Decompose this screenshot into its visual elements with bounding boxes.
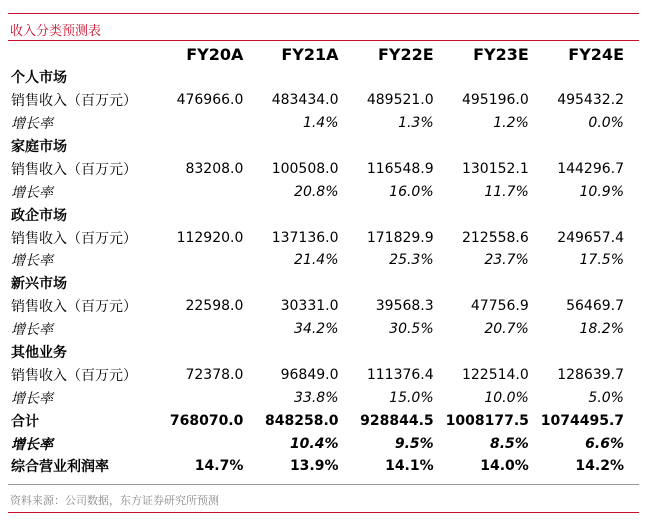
table-row bbox=[8, 180, 636, 203]
table-row bbox=[8, 386, 636, 409]
value-cell: 495432.2 bbox=[557, 92, 624, 109]
value-cell: 171829.9 bbox=[366, 229, 434, 246]
row-label: 综合营业利润率 bbox=[11, 459, 109, 476]
table-row bbox=[8, 432, 636, 455]
value-cell: 1074495.7 bbox=[540, 412, 625, 429]
value-cell: 72378.0 bbox=[185, 366, 244, 383]
value-cell bbox=[541, 135, 636, 158]
value-cell: 14.7% bbox=[194, 458, 244, 475]
table-row bbox=[8, 318, 636, 341]
value-cell bbox=[446, 272, 541, 295]
table-row bbox=[8, 89, 636, 112]
value-cell: 6.6% bbox=[585, 435, 624, 452]
row-label: 销售收入（百万元） bbox=[11, 367, 137, 384]
header-label-cell bbox=[8, 43, 160, 66]
top-rule bbox=[8, 13, 639, 14]
value-cell bbox=[255, 203, 350, 226]
column-header: FY23E bbox=[473, 44, 529, 64]
value-cell: 128639.7 bbox=[557, 366, 624, 383]
value-cell: 14.2% bbox=[575, 458, 624, 475]
value-cell bbox=[255, 341, 350, 364]
table-row bbox=[8, 455, 636, 478]
row-label: 家庭市场 bbox=[11, 139, 67, 155]
table-row bbox=[8, 409, 636, 432]
header-row bbox=[8, 43, 636, 66]
value-cell bbox=[160, 180, 255, 203]
value-cell bbox=[351, 203, 446, 226]
value-cell bbox=[351, 66, 446, 89]
table-row bbox=[8, 226, 636, 249]
row-label: 增长率 bbox=[11, 253, 53, 270]
row-label: 增长率 bbox=[11, 184, 53, 201]
value-cell bbox=[351, 135, 446, 158]
value-cell: 11.7% bbox=[484, 183, 529, 200]
row-label: 增长率 bbox=[11, 116, 53, 133]
value-cell: 144296.7 bbox=[557, 160, 624, 177]
value-cell bbox=[255, 66, 350, 89]
value-cell bbox=[160, 135, 255, 158]
table-row bbox=[8, 203, 636, 226]
value-cell bbox=[160, 249, 255, 272]
value-cell: 21.4% bbox=[294, 252, 339, 269]
footer-rule bbox=[8, 512, 639, 513]
row-label: 政企市场 bbox=[11, 207, 67, 224]
value-cell: 83208.0 bbox=[185, 160, 244, 177]
value-cell bbox=[541, 203, 636, 226]
value-cell bbox=[351, 272, 446, 295]
value-cell: 928844.5 bbox=[360, 412, 434, 429]
table-row bbox=[8, 112, 636, 135]
value-cell: 848258.0 bbox=[265, 412, 339, 429]
value-cell: 249657.4 bbox=[557, 229, 624, 246]
table-title: 收入分类预测表 bbox=[10, 24, 102, 39]
value-cell: 1.3% bbox=[398, 115, 434, 132]
table-row bbox=[8, 363, 636, 386]
row-label: 个人市场 bbox=[11, 70, 67, 87]
value-cell: 10.0% bbox=[484, 389, 529, 406]
value-cell: 112920.0 bbox=[176, 229, 244, 246]
value-cell bbox=[255, 135, 350, 158]
value-cell: 10.4% bbox=[289, 435, 339, 452]
value-cell bbox=[160, 432, 255, 455]
value-cell: 100508.0 bbox=[271, 160, 339, 177]
row-label: 销售收入（百万元） bbox=[11, 299, 137, 316]
value-cell: 10.9% bbox=[579, 183, 624, 200]
value-cell: 33.8% bbox=[294, 389, 339, 406]
value-cell: 20.7% bbox=[484, 321, 529, 338]
table-row bbox=[8, 272, 636, 295]
value-cell: 1.2% bbox=[493, 115, 529, 132]
row-label: 合计 bbox=[11, 413, 39, 430]
row-label: 销售收入（百万元） bbox=[11, 161, 137, 178]
value-cell: 23.7% bbox=[484, 252, 529, 269]
value-cell: 14.0% bbox=[480, 458, 529, 475]
value-cell bbox=[160, 112, 255, 135]
row-label: 销售收入（百万元） bbox=[11, 230, 137, 247]
table-row bbox=[8, 157, 636, 180]
value-cell: 122514.0 bbox=[461, 366, 529, 383]
value-cell bbox=[446, 341, 541, 364]
row-label: 增长率 bbox=[11, 390, 53, 407]
value-cell: 768070.0 bbox=[169, 412, 244, 429]
row-label: 增长率 bbox=[11, 322, 53, 339]
value-cell: 5.0% bbox=[588, 389, 624, 406]
value-cell: 22598.0 bbox=[185, 298, 244, 315]
source-note: 资料来源：公司数据，东方证券研究所预测 bbox=[10, 494, 219, 507]
value-cell bbox=[160, 203, 255, 226]
value-cell: 8.5% bbox=[489, 435, 529, 452]
value-cell: 489521.0 bbox=[366, 92, 434, 109]
value-cell: 1008177.5 bbox=[445, 412, 529, 429]
value-cell: 476966.0 bbox=[176, 92, 244, 109]
value-cell: 16.0% bbox=[389, 183, 434, 200]
value-cell: 96849.0 bbox=[280, 366, 339, 383]
table-body bbox=[8, 66, 636, 478]
table-row bbox=[8, 66, 636, 89]
value-cell: 0.0% bbox=[588, 115, 624, 132]
revenue-forecast-table bbox=[8, 43, 636, 478]
value-cell bbox=[160, 386, 255, 409]
row-label: 增长率 bbox=[11, 436, 53, 453]
table-row bbox=[8, 295, 636, 318]
column-header: FY21A bbox=[281, 44, 339, 64]
table-row bbox=[8, 249, 636, 272]
value-cell: 25.3% bbox=[389, 252, 434, 269]
value-cell: 47756.9 bbox=[470, 298, 529, 315]
value-cell: 116548.9 bbox=[366, 160, 434, 177]
row-label: 新兴市场 bbox=[11, 276, 67, 293]
value-cell: 39568.3 bbox=[375, 298, 434, 315]
value-cell: 17.5% bbox=[579, 252, 624, 269]
value-cell bbox=[446, 66, 541, 89]
value-cell bbox=[446, 135, 541, 158]
value-cell bbox=[160, 318, 255, 341]
value-cell bbox=[160, 272, 255, 295]
table-row bbox=[8, 135, 636, 158]
value-cell: 212558.6 bbox=[461, 229, 529, 246]
row-label: 其他业务 bbox=[11, 345, 67, 362]
value-cell: 20.8% bbox=[294, 183, 339, 200]
bottom-rule bbox=[8, 484, 639, 485]
value-cell: 30.5% bbox=[389, 321, 434, 338]
value-cell bbox=[160, 341, 255, 364]
value-cell: 30331.0 bbox=[280, 298, 339, 315]
column-header: FY22E bbox=[377, 44, 434, 64]
value-cell: 495196.0 bbox=[461, 92, 529, 109]
value-cell: 15.0% bbox=[389, 389, 434, 406]
table-row bbox=[8, 341, 636, 364]
value-cell bbox=[541, 341, 636, 364]
column-header: FY20A bbox=[186, 44, 244, 64]
column-header: FY24E bbox=[568, 44, 624, 64]
value-cell bbox=[541, 272, 636, 295]
title-rule bbox=[8, 40, 639, 41]
value-cell bbox=[446, 203, 541, 226]
value-cell: 18.2% bbox=[579, 321, 624, 338]
value-cell bbox=[351, 341, 446, 364]
value-cell: 13.9% bbox=[289, 458, 339, 475]
value-cell bbox=[255, 272, 350, 295]
value-cell: 137136.0 bbox=[271, 229, 339, 246]
value-cell: 483434.0 bbox=[271, 92, 339, 109]
value-cell bbox=[160, 66, 255, 89]
value-cell: 1.4% bbox=[302, 115, 339, 132]
value-cell: 34.2% bbox=[294, 321, 339, 338]
value-cell: 9.5% bbox=[394, 435, 434, 452]
value-cell bbox=[541, 66, 636, 89]
value-cell: 130152.1 bbox=[461, 160, 529, 177]
value-cell: 111376.4 bbox=[366, 366, 434, 383]
value-cell: 56469.7 bbox=[566, 298, 624, 315]
value-cell: 14.1% bbox=[385, 458, 434, 475]
row-label: 销售收入（百万元） bbox=[11, 93, 137, 110]
